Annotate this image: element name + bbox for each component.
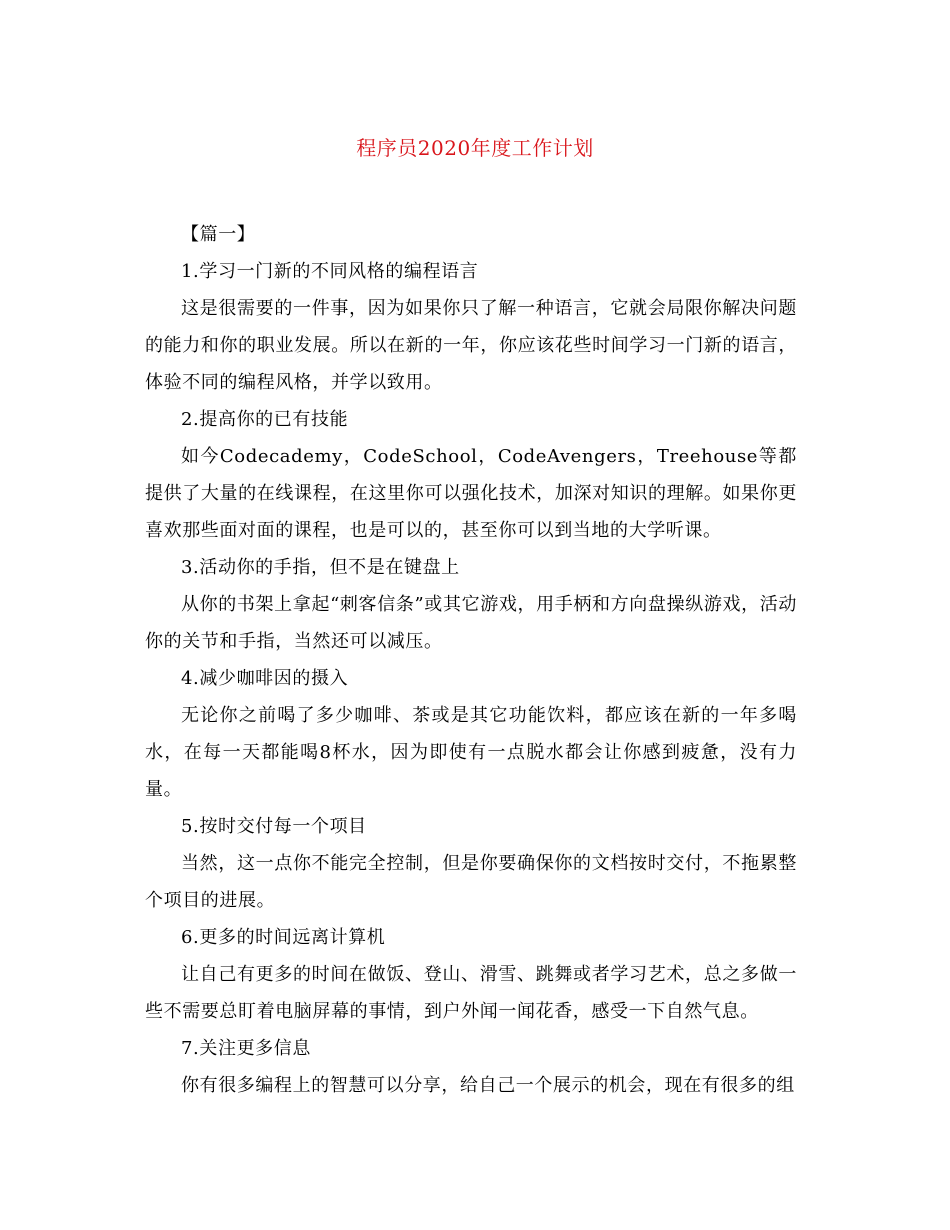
item-heading-3: 3.活动你的手指，但不是在键盘上 — [181, 557, 460, 578]
item-body-5: 当然，这一点你不能完全控制，但是你要确保你的文档按时交付，不拖累整个项目的进展。 — [145, 853, 797, 911]
item-body-2: 如今Codecademy，CodeSchool，CodeAvengers，Treehouse等都提供了大量的在线课程，在这里你可以强化技术，加深对知识的理解。如果你更喜欢那些面对面的课程，也是可以的，甚至你可以到当地的大学听课。 — [145, 446, 797, 541]
item-body-6: 让自己有更多的时间在做饭、登山、滑雪、跳舞或者学习艺术，总之多做一些不需要总盯着电脑屏幕的事情，到户外闻一闻花香，感受一下自然气息。 — [145, 964, 797, 1022]
document-title: 程序员2020年度工作计划 — [356, 136, 594, 160]
item-heading-1: 1.学习一门新的不同风格的编程语言 — [181, 261, 479, 282]
document-body — [145, 216, 797, 1104]
item-body-4: 无论你之前喝了多少咖啡、茶或是其它功能饮料，都应该在新的一年多喝水，在每一天都能喝8杯水，因为即使有一点脱水都会让你感到疲惫，没有力量。 — [145, 705, 797, 800]
item-body-1: 这是很需要的一件事，因为如果你只了解一种语言，它就会局限你解决问题的能力和你的职业发展。所以在新的一年，你应该花些时间学习一门新的语言，体验不同的编程风格，并学以致用。 — [145, 298, 797, 393]
item-heading-6: 6.更多的时间远离计算机 — [181, 927, 386, 948]
item-heading-5: 5.按时交付每一个项目 — [181, 816, 367, 837]
item-heading-2: 2.提高你的已有技能 — [181, 409, 349, 430]
item-body-3: 从你的书架上拿起“刺客信条”或其它游戏，用手柄和方向盘操纵游戏，活动你的关节和手指，当然还可以减压。 — [145, 594, 797, 652]
item-body-7: 你有很多编程上的智慧可以分享，给自己一个展示的机会，现在有很多的组 — [181, 1075, 795, 1096]
item-heading-4: 4.减少咖啡因的摄入 — [181, 668, 349, 689]
section-label: 【篇一】 — [181, 224, 256, 245]
item-heading-7: 7.关注更多信息 — [181, 1038, 311, 1059]
